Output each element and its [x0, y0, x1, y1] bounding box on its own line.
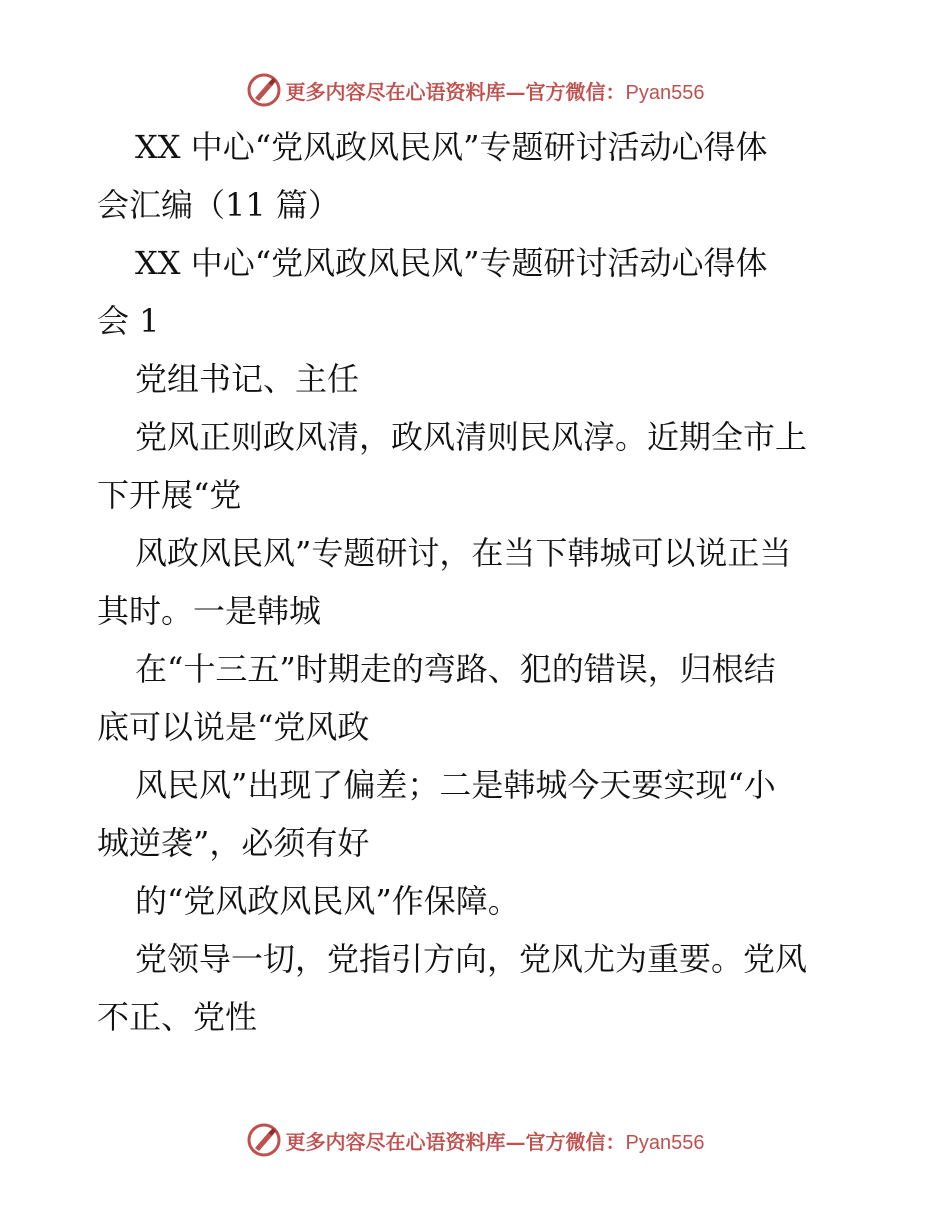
pen-logo-icon: [246, 1122, 282, 1158]
paragraph: XX 中心“党风政风民风”专题研讨活动心得体 会汇编（11 篇）: [97, 128, 768, 224]
footer-watermark: [0, 1118, 950, 1162]
paragraph: XX 中心“党风政风民风”专题研讨活动心得体 会 1: [97, 244, 768, 340]
paragraph: 的“党风政风民风”作保障。: [135, 882, 520, 920]
watermark-text: 更多内容尽在心语资料库—官方微信：Pyan556: [285, 79, 705, 104]
header-watermark: [0, 68, 950, 112]
document-body: [97, 118, 857, 1046]
pen-logo-icon: [246, 72, 282, 108]
paragraph: 党组书记、主任: [135, 360, 360, 398]
paragraph: 党风正则政风清，政风清则民风淳。近期全市上 下开展“党: [97, 418, 808, 514]
paragraph: 风政风民风”专题研讨，在当下韩城可以说正当 其时。一是韩城: [97, 534, 792, 630]
paragraph: 风民风”出现了偏差；二是韩城今天要实现“小 城逆袭”，必须有好: [97, 766, 776, 862]
watermark-text: 更多内容尽在心语资料库—官方微信：Pyan556: [285, 1129, 705, 1154]
paragraph: 党领导一切，党指引方向，党风尤为重要。党风 不正、党性: [97, 940, 808, 1036]
paragraph: 在“十三五”时期走的弯路、犯的错误，归根结 底可以说是“党风政: [97, 650, 776, 746]
